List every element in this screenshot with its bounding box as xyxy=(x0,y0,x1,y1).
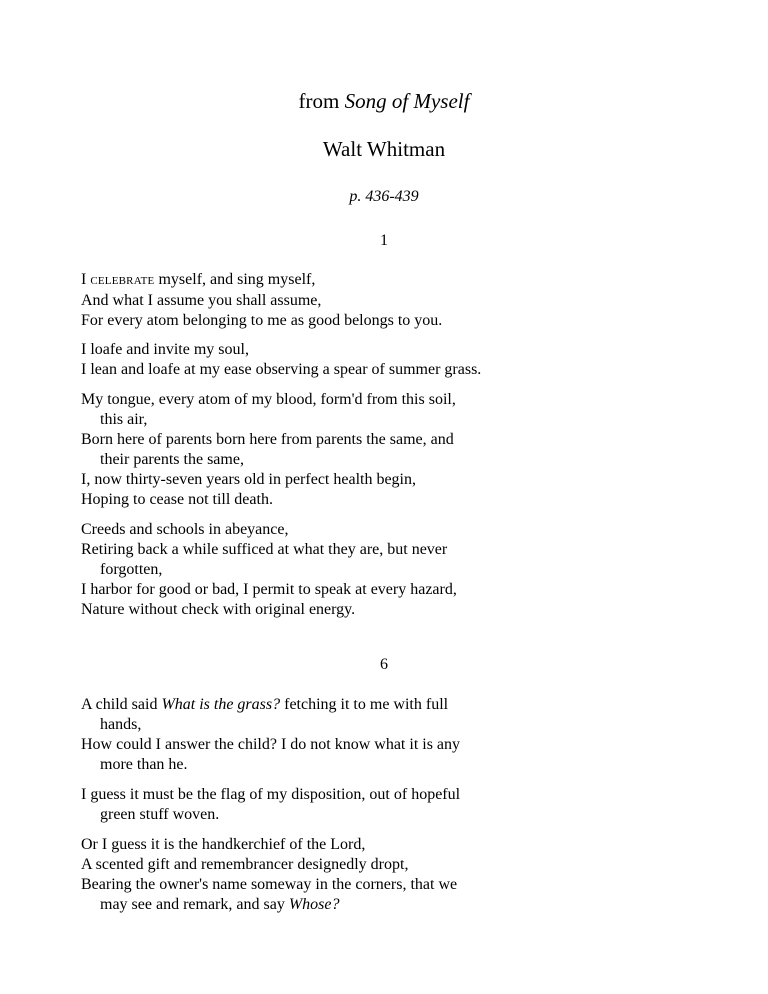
poem-title xyxy=(0,88,768,114)
verse-line-continued: more than he. xyxy=(100,756,188,773)
verse-line-continued xyxy=(81,895,721,915)
stanza-1-4 xyxy=(81,520,721,620)
verse-line-continued: hands, xyxy=(100,716,142,733)
stanza-1-2 xyxy=(81,340,721,380)
verse-line-continued: green stuff woven. xyxy=(100,806,220,823)
title-prefix: from xyxy=(298,89,345,113)
stanza-6-2 xyxy=(81,785,721,825)
verse-line xyxy=(81,695,721,715)
verse-line: I guess it must be the flag of my disposition, out of hopeful xyxy=(81,786,461,803)
verse-line: Creeds and schools in abeyance, xyxy=(81,521,289,538)
verse-line: Or I guess it is the handkerchief of the Lord, xyxy=(81,836,366,853)
verse-line: For every atom belonging to me as good belongs to you. xyxy=(81,312,443,329)
verse-line: Retiring back a while sufficed at what they are, but never xyxy=(81,541,448,558)
stanza-1-3 xyxy=(81,390,721,510)
poem-author: Walt Whitman xyxy=(322,137,446,161)
verse-line xyxy=(81,270,721,291)
verse-line-continued: their parents the same, xyxy=(100,451,244,468)
stanza-6-3 xyxy=(81,835,721,915)
verse-line: I loafe and invite my soul, xyxy=(81,341,249,358)
verse-line: I lean and loafe at my ease observing a spear of summer grass. xyxy=(81,361,482,378)
verse-line-continued: forgotten, xyxy=(100,561,163,578)
verse-line: Nature without check with original energy. xyxy=(81,601,356,618)
verse-line: How could I answer the child? I do not know what it is any xyxy=(81,736,461,753)
verse-text: myself, and sing myself, xyxy=(154,271,316,288)
stanza-6-1 xyxy=(81,695,721,775)
verse-line: My tongue, every atom of my blood, form'd from this soil, xyxy=(81,391,456,408)
verse-line: And what I assume you shall assume, xyxy=(81,292,322,309)
verse-line: Born here of parents born here from parents the same, and xyxy=(81,431,454,448)
page-range: p. 436-439 xyxy=(349,188,419,205)
verse-text: may see and remark, and say xyxy=(100,896,289,913)
verse-line: Bearing the owner's name someway in the corners, that we xyxy=(81,876,458,893)
verse-line: Hoping to cease not till death. xyxy=(81,491,273,508)
italic-phrase: What is the grass? xyxy=(161,696,281,713)
verse-line-continued: this air, xyxy=(100,411,148,428)
verse-text: A child said xyxy=(81,696,162,713)
section-number-6: 6 xyxy=(380,656,388,673)
verse-line: A scented gift and remembrancer designedly dropt, xyxy=(81,856,409,873)
verse-text: I xyxy=(81,271,91,288)
small-caps-word: CELEBRATE xyxy=(90,275,155,287)
verse-line: I harbor for good or bad, I permit to speak at every hazard, xyxy=(81,581,457,598)
verse-line: I, now thirty-seven years old in perfect health begin, xyxy=(81,471,416,488)
section-number-1: 1 xyxy=(380,232,388,249)
verse-text: fetching it to me with full xyxy=(280,696,449,713)
stanza-1-1 xyxy=(81,270,721,331)
title-work: Song of Myself xyxy=(344,89,470,113)
italic-word: Whose? xyxy=(288,896,340,913)
